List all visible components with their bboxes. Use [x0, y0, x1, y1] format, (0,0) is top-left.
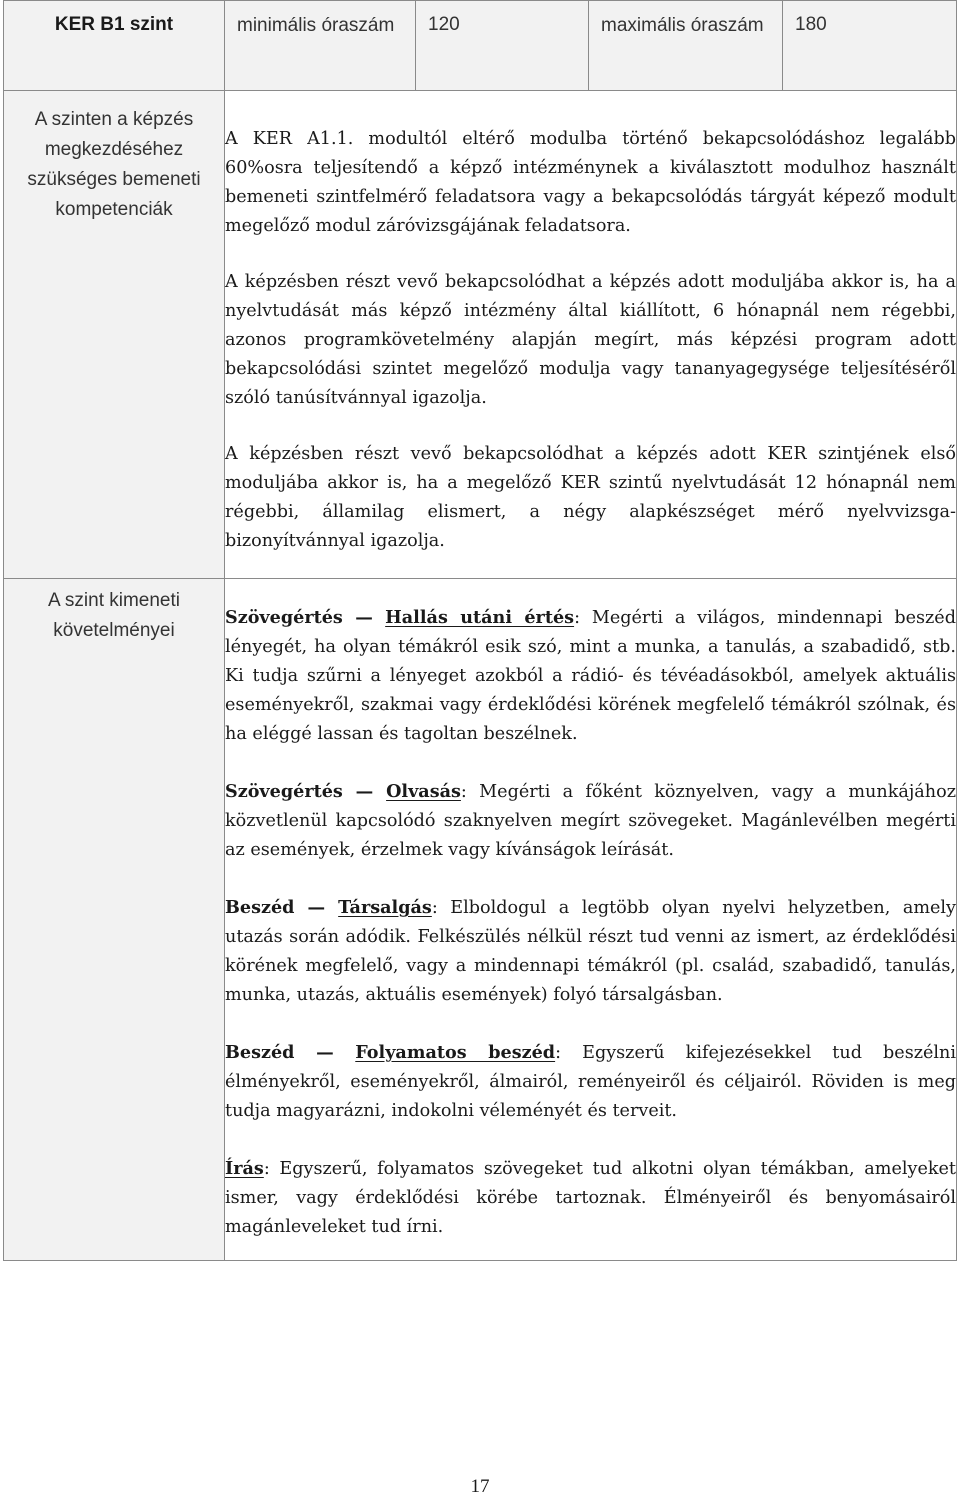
entry-content — [225, 91, 957, 579]
max-hours-value: 180 — [783, 1, 957, 91]
min-hours-value: 120 — [416, 1, 589, 91]
output-item: Szövegértés — Olvasás: Megérti a főként köznyelven, vagy a munkájához közvetlenül kapcsolódó szaknyelven megírt szövegeket. Magánlevélben megérti az események, érzelmek vagy kívánságok leírását. — [225, 781, 956, 860]
header-row — [4, 1, 957, 91]
entry-label: A szinten a képzés megkezdéséhez szükséges bemeneti kompetenciák — [27, 109, 201, 220]
output-label: A szint kimeneti követelményei — [48, 590, 180, 641]
output-item: Beszéd — Folyamatos beszéd: Egyszerű kifejezésekkel tud beszélni élményekről, eseményekről, álmairól, reményeiről és céljairól. Röviden is meg tudja magyarázni, indokolni véleményét és terveit. — [225, 1042, 956, 1121]
page-number: 17 — [470, 1476, 490, 1497]
curriculum-table — [3, 0, 957, 1261]
output-label-cell — [4, 579, 225, 1261]
output-row — [4, 579, 957, 1261]
entry-row — [4, 91, 957, 579]
entry-label-cell — [4, 91, 225, 579]
entry-paragraph-1: A KER A1.1. modultól eltérő modulba történő bekapcsolódáshoz legalább 60%osra teljesítendő a képző intézménynek a kiválasztott modulhoz használt bemeneti szintfelmérő feladatsora vagy a bekapcsolódás tárgyát képező modult megelőző modul záróvizsgájának feladatsora. — [225, 129, 956, 236]
max-hours-label: maximális óraszám — [589, 1, 783, 91]
entry-paragraph-2: A képzésben részt vevő bekapcsolódhat a képzés adott moduljába akkor is, ha a nyelvtudását más képző intézmény által kiállított, 6 hónapnál nem régebbi, azonos programkövetelmény alapján megírt, más képzési program adott bekapcsolódási szintet megelőző modulja vagy tananyagegysége teljesítéséről szóló tanúsítvánnyal igazolja. — [225, 272, 956, 408]
entry-paragraph-3: A képzésben részt vevő bekapcsolódhat a képzés adott KER szintjének első moduljába akkor is, ha a megelőző KER szintű nyelvtudását 12 hónapnál nem régebbi, államilag elismert, a négy alapkészséget mérő nyelvvizsga-bizonyítvánnyal igazolja. — [225, 444, 956, 551]
output-item: Írás: Egyszerű, folyamatos szövegeket tud alkotni olyan témákban, amelyeket ismer, vagy érdeklődési körébe tartoznak. Élményeiről és benyomásairól magánleveleket tud írni. — [225, 1158, 956, 1237]
output-content — [225, 579, 957, 1261]
level-title: KER B1 szint — [4, 1, 225, 91]
min-hours-label: minimális óraszám — [225, 1, 416, 91]
output-item: Beszéd — Társalgás: Elboldogul a legtöbb olyan nyelvi helyzetben, amely utazás során adódik. Felkészülés nélkül részt tud venni az ismert, az érdeklődési körének megfelelő, vagy a mindennapi témákról (pl. család, szabadidő, tanulás, munka, utazás, aktuális események) folyó társalgásban. — [225, 897, 956, 1005]
output-item: Szövegértés — Hallás utáni értés: Megérti a világos, mindennapi beszéd lényegét, ha olyan témákról esik szó, mint a munka, a tanulás, a szabadidő, stb. Ki tudja szűrni a lényeget azokból a rádió- és tévéadásokból, amelyek aktuális eseményekről, szakmai vagy érdeklődési körének megfelelő témákról szólnak, és ha eléggé lassan és tagoltan beszélnek. — [225, 607, 956, 744]
